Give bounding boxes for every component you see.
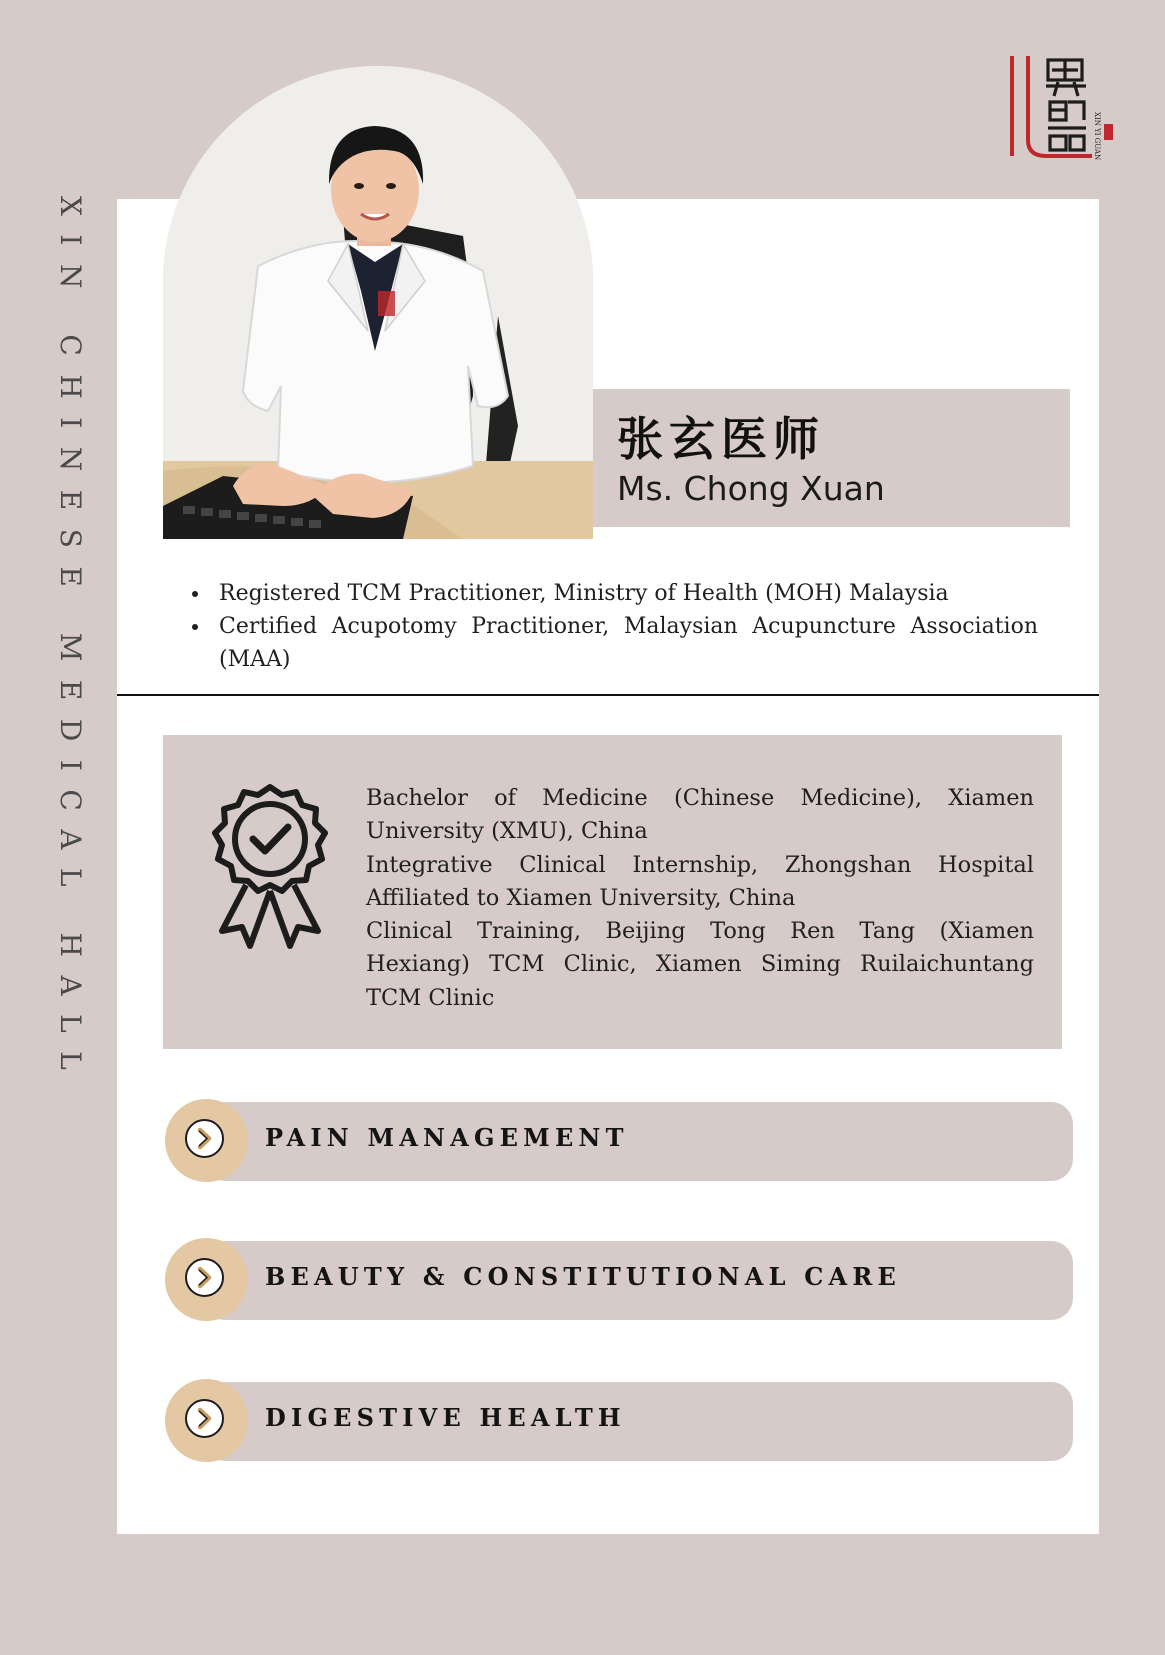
specialty-label: BEAUTY & CONSTITUTIONAL CARE <box>265 1262 901 1291</box>
chevron-right-icon <box>185 1119 224 1158</box>
doctor-name-chinese: 张玄医师 <box>617 412 825 466</box>
education-item: Bachelor of Medicine (Chinese Medicine), Xiamen University (XMU), China <box>366 785 1034 845</box>
education-item: Integrative Clinical Internship, Zhongshan Hospital Affiliated to Xiamen University, China <box>366 851 1034 911</box>
specialty-label: DIGESTIVE HEALTH <box>265 1403 626 1432</box>
award-ribbon-icon <box>208 781 332 951</box>
specialty-icon-circle <box>165 1238 248 1321</box>
doctor-photo <box>163 66 593 539</box>
credentials-list <box>183 577 1038 676</box>
specialty-icon-circle <box>165 1099 248 1182</box>
chevron-right-icon <box>185 1258 224 1297</box>
side-brand-title: XIN CHINESE MEDICAL HALL <box>54 196 87 1089</box>
education-panel <box>163 735 1062 1049</box>
doctor-name-english: Ms. Chong Xuan <box>617 469 885 508</box>
specialty-label: PAIN MANAGEMENT <box>265 1123 629 1152</box>
specialty-digestive-health <box>163 1379 1073 1465</box>
name-box <box>593 389 1070 527</box>
chevron-right-icon <box>185 1399 224 1438</box>
logo-caption: XIN YI GUAN <box>1093 112 1101 161</box>
education-item: Clinical Training, Beijing Tong Ren Tang (Xiamen Hexiang) TCM Clinic, Xiamen Siming Ruilaichuntang TCM Clinic <box>366 918 1034 1011</box>
specialty-pain-management <box>163 1099 1073 1185</box>
clinic-logo <box>1006 52 1132 168</box>
credential-item: • Registered TCM Practitioner, Ministry of Health (MOH) Malaysia <box>211 577 1038 610</box>
specialty-icon-circle <box>165 1379 248 1462</box>
education-text <box>366 782 1034 1015</box>
section-divider <box>117 694 1099 696</box>
credential-item: • Certified Acupotomy Practitioner, Malaysian Acupuncture Association (MAA) <box>211 610 1038 676</box>
specialty-beauty-care <box>163 1238 1073 1324</box>
